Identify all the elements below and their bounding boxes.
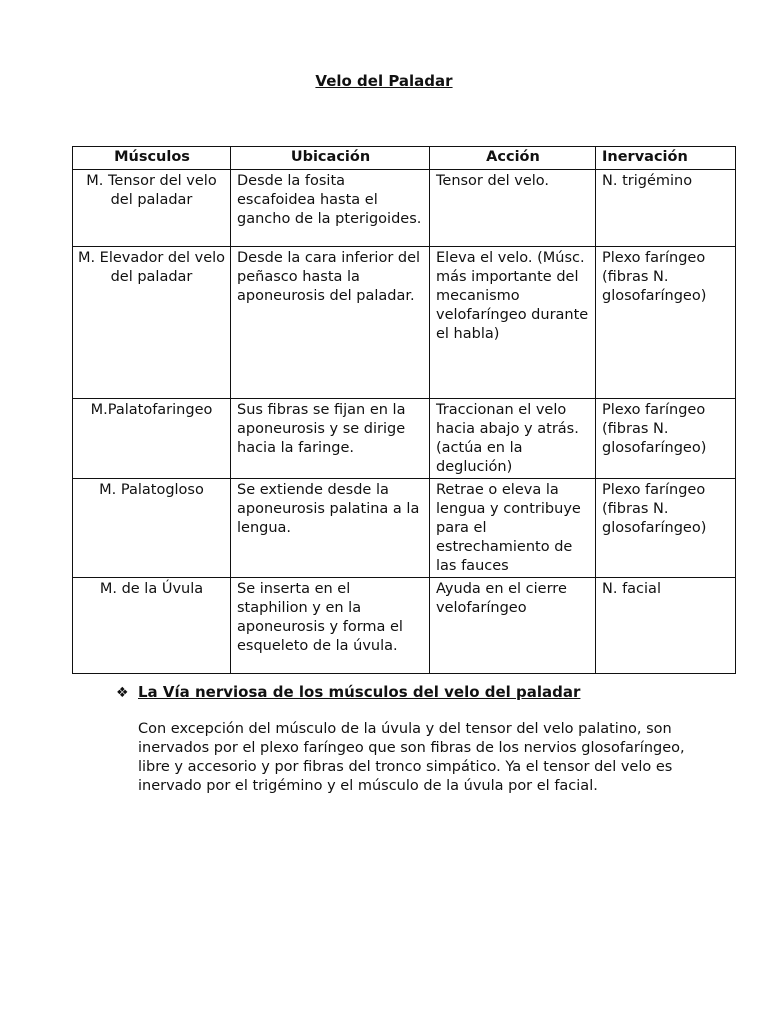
section-heading xyxy=(116,683,580,701)
table-row xyxy=(73,247,736,399)
cell-ubicacion: Se inserta en el staphilion y en la aponeurosis y forma el esqueleto de la úvula. xyxy=(231,578,430,674)
cell-inervacion: Plexo faríngeo (fibras N. glosofaríngeo) xyxy=(596,399,736,479)
section-heading-text: La Vía nerviosa de los músculos del velo del paladar xyxy=(138,683,581,701)
cell-ubicacion: Desde la cara inferior del peñasco hasta la aponeurosis del paladar. xyxy=(231,247,430,399)
cell-inervacion: N. facial xyxy=(596,578,736,674)
cell-accion: Eleva el velo. (Músc. más importante del mecanismo velofaríngeo durante el habla) xyxy=(430,247,596,399)
cell-musculo: M.Palatofaringeo xyxy=(73,399,231,479)
muscle-table xyxy=(72,146,736,674)
table-row xyxy=(73,578,736,674)
cell-ubicacion: Se extiende desde la aponeurosis palatina a la lengua. xyxy=(231,479,430,578)
cell-inervacion: N. trigémino xyxy=(596,170,736,247)
cell-musculo: M. Elevador del velo del paladar xyxy=(73,247,231,399)
cell-accion: Tensor del velo. xyxy=(430,170,596,247)
table-row xyxy=(73,479,736,578)
cell-inervacion: Plexo faríngeo (fibras N. glosofaríngeo) xyxy=(596,247,736,399)
header-inervacion: Inervación xyxy=(596,147,736,170)
cell-musculo: M. Tensor del velo del paladar xyxy=(73,170,231,247)
header-accion: Acción xyxy=(430,147,596,170)
table-row xyxy=(73,170,736,247)
diamond-bullet-icon: ❖ xyxy=(116,685,129,701)
cell-inervacion: Plexo faríngeo (fibras N. glosofaríngeo) xyxy=(596,479,736,578)
header-ubicacion: Ubicación xyxy=(231,147,430,170)
cell-musculo: M. de la Úvula xyxy=(73,578,231,674)
page-title: Velo del Paladar xyxy=(315,72,453,90)
table-header-row xyxy=(73,147,736,170)
cell-musculo: M. Palatogloso xyxy=(73,479,231,578)
cell-ubicacion: Sus fibras se fijan en la aponeurosis y se dirige hacia la faringe. xyxy=(231,399,430,479)
section-paragraph: Con excepción del músculo de la úvula y del tensor del velo palatino, son inervados por el plexo faríngeo que son fibras de los nervios glosofaríngeo, libre y accesorio y por fibras del tronco simpático. Ya el tensor del velo es inervado por el trigémino y el músculo de la úvula por el facial. xyxy=(138,721,685,794)
cell-accion: Ayuda en el cierre velofaríngeo xyxy=(430,578,596,674)
cell-accion: Traccionan el velo hacia abajo y atrás. (actúa en la deglución) xyxy=(430,399,596,479)
cell-accion: Retrae o eleva la lengua y contribuye para el estrechamiento de las fauces xyxy=(430,479,596,578)
cell-ubicacion: Desde la fosita escafoidea hasta el gancho de la pterigoides. xyxy=(231,170,430,247)
table-row xyxy=(73,399,736,479)
header-musculos: Músculos xyxy=(73,147,231,170)
